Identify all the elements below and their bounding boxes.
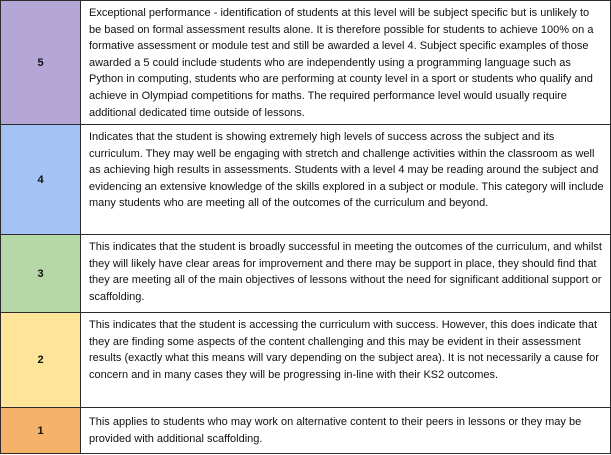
table-row-level-2 [1, 313, 610, 408]
level-description: This indicates that the student is accessing the curriculum with success. However, this does indicate that they are finding some aspects of the content challenging and this may be evident in their assessment results (exactly what this means will vary depending on the subject area). It is not necessarily a cause for concern and in many cases they will be progressing in-line with their KS2 outcomes. [89, 319, 599, 381]
level-description: Exceptional performance - identification of students at this level will be subject specific but is unlikely to be based on formal assessment results alone. It is therefore possible for students to achieve 100% on a formative assessment or module test and still be awarded a level 4. Subject specific examples of those awarded a 5 could include students who are independently using a programming language such as Python in computing, students who are performing at county level in a sport or students who qualify and achieve in Olympiad competitions for maths. The required performance level would usually require additional dedicated time outside of lessons. [89, 7, 594, 119]
table-row-level-4 [1, 125, 610, 235]
level-description: This applies to students who may work on alternative content to their peers in lessons or they may be provided with additional scaffolding. [89, 416, 582, 445]
level-number: 3 [1, 235, 81, 312]
level-description: Indicates that the student is showing extremely high levels of success across the subject and its curriculum. They may well be engaging with stretch and challenge activities within the classroom as well as achieving high results in assessments. Students with a level 4 may be reading around the subject and evidencing an extensive knowledge of the skills explored in a subject or module. This category will include many students who are meeting all of the outcomes of the curriculum and beyond. [89, 131, 604, 210]
level-number: 1 [1, 408, 81, 453]
table-row-level-1 [1, 408, 610, 454]
table-row-level-5 [1, 1, 610, 125]
level-number: 2 [1, 313, 81, 407]
level-number: 5 [1, 1, 81, 124]
table-row-level-3 [1, 235, 610, 313]
level-number: 4 [1, 125, 81, 234]
level-description: This indicates that the student is broadly successful in meeting the outcomes of the curriculum, and whilst they will likely have clear areas for improvement and there may be support in place, they should find that they are meeting all of the main objectives of lessons without the need for significant additional support or scaffolding. [89, 241, 602, 303]
